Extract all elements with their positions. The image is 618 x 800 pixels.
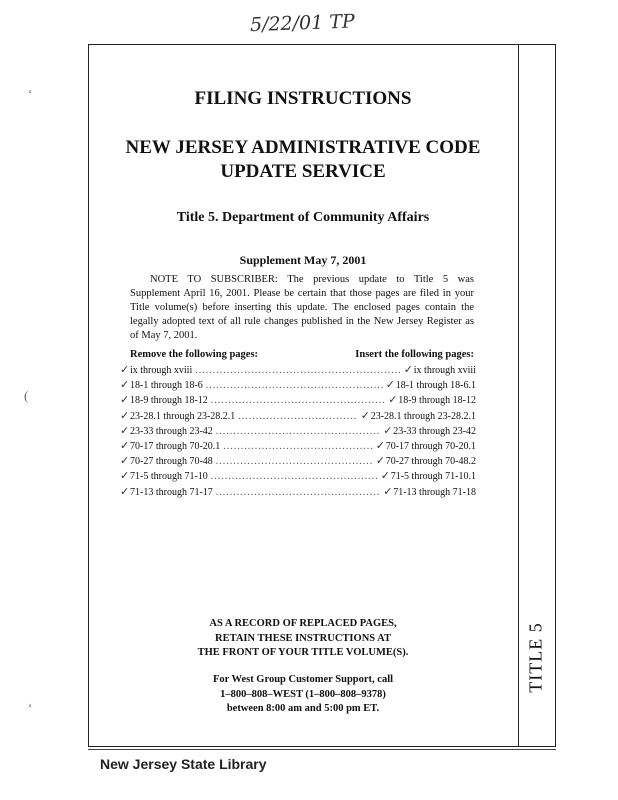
leader-dots xyxy=(238,411,357,422)
leader-dots xyxy=(211,395,385,406)
remove-pages: 71-13 through 71-17 xyxy=(130,486,213,498)
record-notice xyxy=(88,617,518,661)
insert-pages: 23-33 through 23-42 xyxy=(393,425,476,437)
leader-dots xyxy=(223,441,372,452)
record-notice-line-1: AS A RECORD OF REPLACED PAGES, xyxy=(209,618,397,629)
leader-dots xyxy=(216,487,380,498)
handwritten-date-note: 5/22/01 TP xyxy=(249,10,356,37)
checkmark-icon: ✓ xyxy=(383,424,393,437)
remove-pages: 71-5 through 71-10 xyxy=(130,471,208,483)
remove-pages: ix through xviii xyxy=(130,365,193,376)
insert-pages: 23-28.1 through 23-28.2.1 xyxy=(370,410,476,422)
list-item xyxy=(120,439,476,454)
checkmark-icon: ✓ xyxy=(120,424,130,437)
insert-pages: 18-1 through 18-6.1 xyxy=(395,380,476,392)
checkmark-icon: ✓ xyxy=(120,439,130,452)
customer-support xyxy=(88,673,518,717)
checkmark-icon: ✓ xyxy=(388,394,398,407)
customer-support-line-1: For West Group Customer Support, call xyxy=(212,674,394,685)
frame-bottom-rule xyxy=(88,749,556,750)
list-item xyxy=(120,393,476,408)
list-item xyxy=(120,454,476,469)
supplement-heading: Supplement May 7, 2001 xyxy=(239,253,367,267)
checkmark-icon: ✓ xyxy=(380,470,390,483)
checkmark-icon: ✓ xyxy=(120,364,130,376)
checkmark-icon: ✓ xyxy=(120,394,130,407)
leader-dots xyxy=(211,471,378,482)
list-item xyxy=(120,363,476,378)
remove-pages-header: Remove the following pages: xyxy=(130,349,259,360)
insert-pages: 70-27 through 70-48.2 xyxy=(385,456,476,468)
title-section-heading: Title 5. Department of Community Affairs xyxy=(176,210,430,225)
punch-mark-middle: ( xyxy=(24,388,29,403)
checkmark-icon: ✓ xyxy=(383,485,393,498)
title-tab-label: TITLE 5 xyxy=(525,621,546,693)
library-stamp: New Jersey State Library xyxy=(100,756,267,772)
checkmark-icon: ✓ xyxy=(385,379,395,392)
remove-pages: 70-27 through 70-48 xyxy=(130,456,213,468)
insert-pages: 70-17 through 70-20.1 xyxy=(385,440,476,452)
leader-dots xyxy=(206,380,383,391)
insert-pages: 71-13 through 71-18 xyxy=(393,486,476,498)
subscriber-note xyxy=(130,273,474,343)
code-title-line-1: NEW JERSEY ADMINISTRATIVE CODE xyxy=(125,137,481,158)
checkmark-icon: ✓ xyxy=(120,470,130,483)
remove-pages: 18-1 through 18-6 xyxy=(130,380,203,392)
title-tab xyxy=(516,612,556,702)
subscriber-note-line-1: NOTE TO SUBSCRIBER: The previous update to Title 5 was xyxy=(150,274,474,285)
checkmark-icon: ✓ xyxy=(375,455,385,468)
checkmark-icon: ✓ xyxy=(120,409,130,422)
list-item xyxy=(120,409,476,424)
insert-pages-header: Insert the following pages: xyxy=(355,349,474,360)
punch-mark-top: ‘ xyxy=(28,86,33,101)
page-title: FILING INSTRUCTIONS xyxy=(194,88,412,109)
remove-pages: 70-17 through 70-20.1 xyxy=(130,440,221,452)
page-list-headers xyxy=(130,349,474,360)
checkmark-icon: ✓ xyxy=(360,409,370,422)
customer-support-phone: 1–800–808–WEST (1–800–808–9378) xyxy=(220,688,386,700)
list-item xyxy=(120,378,476,393)
record-notice-line-3: THE FRONT OF YOUR TITLE VOLUME(S). xyxy=(197,647,409,658)
checkmark-icon: ✓ xyxy=(403,364,413,376)
code-title-line-2: UPDATE SERVICE xyxy=(220,161,386,182)
checkmark-icon: ✓ xyxy=(375,439,385,452)
page-replacement-list xyxy=(120,363,476,500)
remove-pages: 23-28.1 through 23-28.2.1 xyxy=(130,410,236,422)
remove-pages: 18-9 through 18-12 xyxy=(130,395,208,407)
code-title xyxy=(88,136,518,184)
remove-pages: 23-33 through 23-42 xyxy=(130,425,213,437)
insert-pages: 71-5 through 71-10.1 xyxy=(390,471,476,483)
list-item xyxy=(120,424,476,439)
leader-dots xyxy=(216,426,380,437)
customer-support-hours: between 8:00 am and 5:00 pm ET. xyxy=(226,703,380,714)
subscriber-note-body: Supplement April 16, 2001. Please be certain that those pages are filed in your Title volume(s) before inserting this update. The enclosed pages contain the legally adopted text of all rule changes published in the New Jersey Register as of May 7, 2001. xyxy=(130,288,474,341)
record-notice-line-2: RETAIN THESE INSTRUCTIONS AT xyxy=(215,632,391,644)
checkmark-icon: ✓ xyxy=(120,379,130,392)
checkmark-icon: ✓ xyxy=(120,485,130,498)
list-item xyxy=(120,485,476,500)
insert-pages: 18-9 through 18-12 xyxy=(398,395,476,407)
list-item xyxy=(120,469,476,484)
punch-mark-bottom: ‘ xyxy=(28,700,33,715)
leader-dots xyxy=(195,365,401,376)
checkmark-icon: ✓ xyxy=(120,455,130,468)
insert-pages: ix through xviii xyxy=(413,365,476,376)
leader-dots xyxy=(216,456,373,467)
